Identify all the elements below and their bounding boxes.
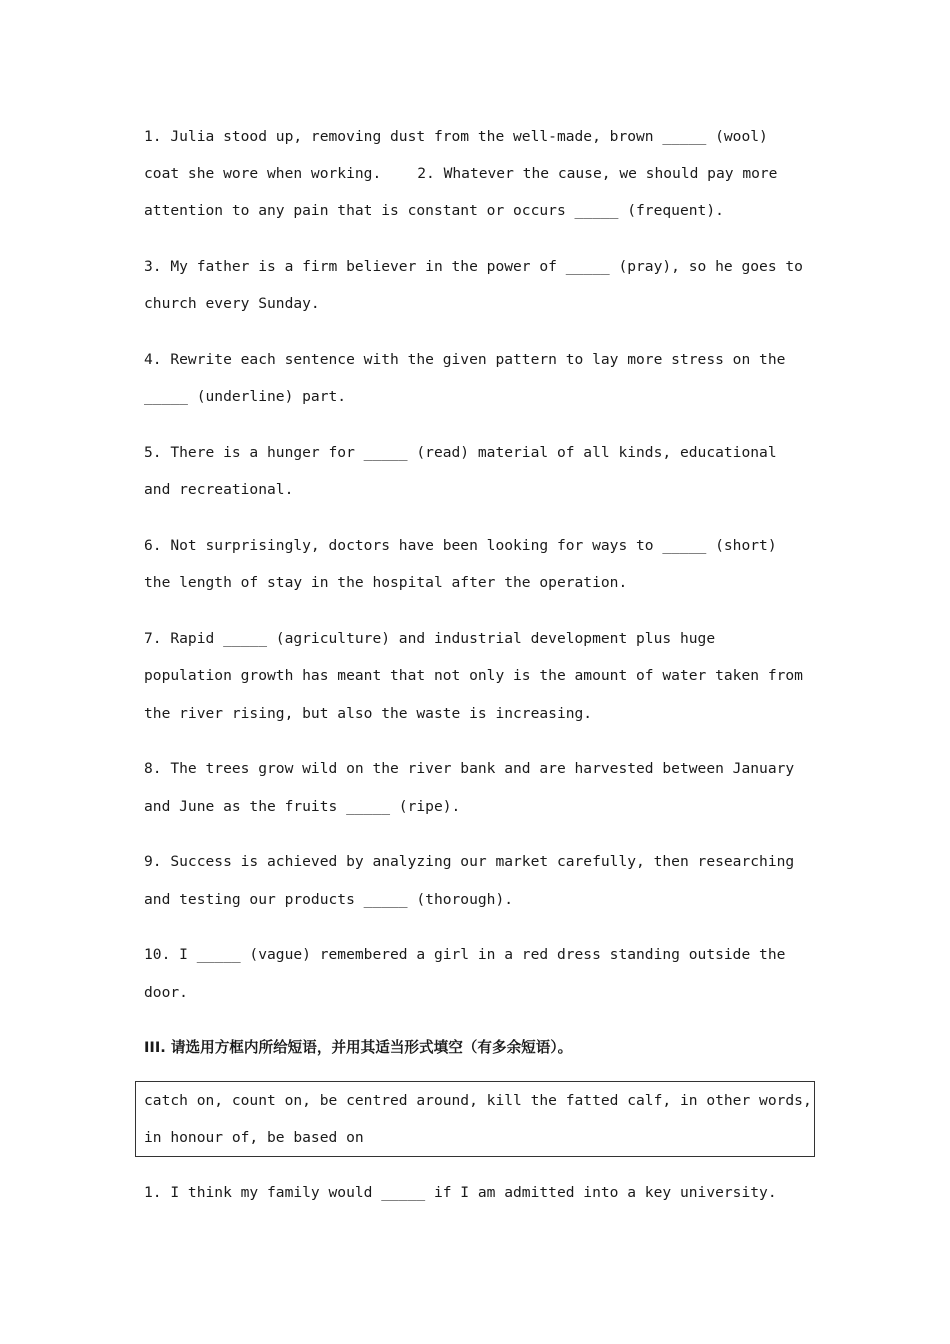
exercise-item-4: 4. Rewrite each sentence with the given pattern to lay more stress on the _____ (underline) part. [144,351,786,406]
exercise-item-5: 5. There is a hunger for _____ (read) material of all kinds, educational and recreational. [144,444,777,499]
exercise-item-1-2 [144,118,808,230]
phrase-list: catch on, count on, be centred around, kill the fatted calf, in other words, in honour of, be based on [144,1091,812,1146]
exercise-item-6: 6. Not surprisingly, doctors have been looking for ways to _____ (short) the length of stay in the hospital after the operation. [144,537,777,592]
exercise-item-2: 2. Whatever the cause, we should pay more attention to any pain that is constant or occurs _____ (frequent). [144,165,778,220]
exercise-item-9: 9. Success is achieved by analyzing our market carefully, then researching and testing our products _____ (thorough). [144,853,795,908]
phrase-box [135,1081,815,1157]
exercise-item-8: 8. The trees grow wild on the river bank and are harvested between January and June as the fruits _____ (ripe). [144,760,795,815]
document-page [144,118,812,1230]
exercise-item-3: 3. My father is a firm believer in the power of _____ (pray), so he goes to church every Sunday. [144,258,803,313]
exercise-item-7: 7. Rapid _____ (agriculture) and industrial development plus huge population growth has meant that not only is the amount of water taken from the river rising, but also the waste is increasing. [144,630,803,722]
exercise-item-10: 10. I _____ (vague) remembered a girl in a red dress standing outside the door. [144,946,786,1001]
section-heading: III. 请选用方框内所给短语，并用其适当形式填空（有多余短语）。 [144,1039,573,1057]
section3-item-1: 1. I think my family would _____ if I am admitted into a key university. [144,1184,777,1202]
exercise-item-1: 1. Julia stood up, removing dust from the well-made, brown _____ (wool) coat she wore when working. [144,128,768,183]
